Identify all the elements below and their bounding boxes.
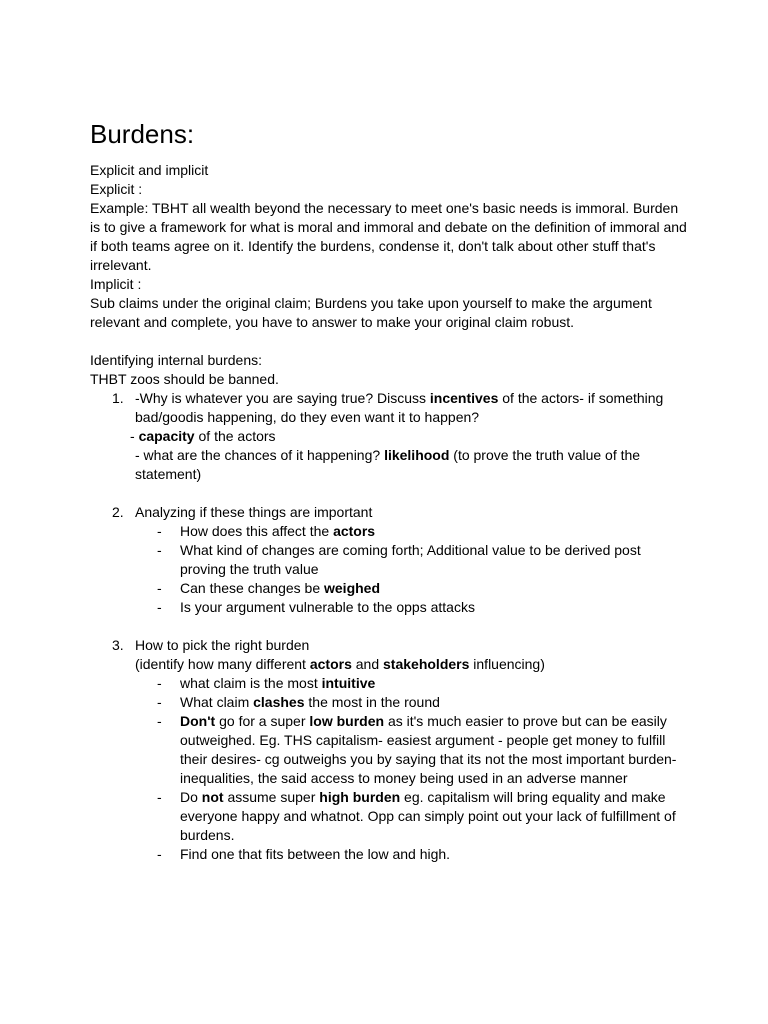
dash-bullet: - bbox=[157, 542, 162, 558]
list-number: 1. bbox=[112, 390, 124, 406]
list-item-3-note: (identify how many different actors and stakeholders influencing) bbox=[135, 656, 545, 672]
sub-item: - what claim is the most intuitive bbox=[157, 675, 376, 691]
sub-item: - What claim clashes the most in the round bbox=[157, 694, 440, 710]
item-text: -Why is whatever you are saying true? Discuss incentives of the actors- if something bad/goodis happening, do they even want it to happen? bbox=[135, 390, 664, 425]
intro-line: Implicit : bbox=[90, 276, 142, 292]
dash-bullet: - bbox=[157, 846, 162, 862]
item-text: How to pick the right burden bbox=[135, 637, 310, 653]
dash-bullet: - bbox=[157, 523, 162, 539]
sub-item: - Don't go for a super low burden as it's much easier to prove but can be easily outweighed. Eg. THS capitalism- easiest argument - people get money to fulfill their desires- cg outweighs you by saying that its not the most important burden- inequalities, the said access to money being used in an adverse manner bbox=[157, 713, 677, 786]
sub-item: - Find one that fits between the low and high. bbox=[157, 846, 451, 862]
intro-paragraph: Example: TBHT all wealth beyond the necessary to meet one's basic needs is immoral. Burden is to give a framework for what is moral and immoral and debate on the definition of immoral and if both teams agree on it. Identify the burdens, condense it, don't talk about other stuff that's irrelevant. bbox=[90, 200, 687, 273]
sub-item: - Do not assume super high burden eg. capitalism will bring equality and make everyone happy and whatnot. Opp can simply point out your lack of fulfillment of burdens. bbox=[157, 789, 676, 843]
document-page bbox=[90, 118, 690, 864]
intro-line: Explicit : bbox=[90, 181, 143, 197]
list-item-3 bbox=[90, 636, 690, 655]
item-text: Analyzing if these things are important bbox=[135, 504, 373, 520]
dash-bullet: - bbox=[157, 675, 162, 691]
sub-item: - How does this affect the actors bbox=[157, 523, 376, 539]
sub-item: - What kind of changes are coming forth; Additional value to be derived post proving the truth value bbox=[157, 542, 641, 577]
motion: THBT zoos should be banned. bbox=[90, 371, 279, 387]
list-item-1 bbox=[90, 389, 690, 427]
sub-item: - Is your argument vulnerable to the opps attacks bbox=[157, 599, 475, 615]
dash-bullet: - bbox=[157, 694, 162, 710]
spacer bbox=[90, 617, 690, 636]
section-title: Identifying internal burdens: bbox=[90, 352, 262, 368]
intro-paragraph: Sub claims under the original claim; Burdens you take upon yourself to make the argument relevant and complete, you have to answer to make your original claim robust. bbox=[90, 295, 652, 330]
sub-item: - Can these changes be weighed bbox=[157, 580, 381, 596]
dash-bullet: - bbox=[157, 580, 162, 596]
dash-bullet: - bbox=[157, 789, 162, 805]
list-item-2 bbox=[90, 503, 690, 522]
list-number: 3. bbox=[112, 637, 124, 653]
intro-line: Explicit and implicit bbox=[90, 162, 209, 178]
spacer bbox=[90, 484, 690, 503]
page-title: Burdens: bbox=[90, 119, 195, 149]
list-item-1-capacity: - capacity of the actors bbox=[130, 428, 276, 444]
spacer bbox=[90, 332, 690, 351]
dash-bullet: - bbox=[157, 713, 162, 729]
list-item-1-likelihood: - what are the chances of it happening? likelihood (to prove the truth value of the statement) bbox=[135, 447, 641, 482]
dash-bullet: - bbox=[157, 599, 162, 615]
list-number: 2. bbox=[112, 504, 124, 520]
